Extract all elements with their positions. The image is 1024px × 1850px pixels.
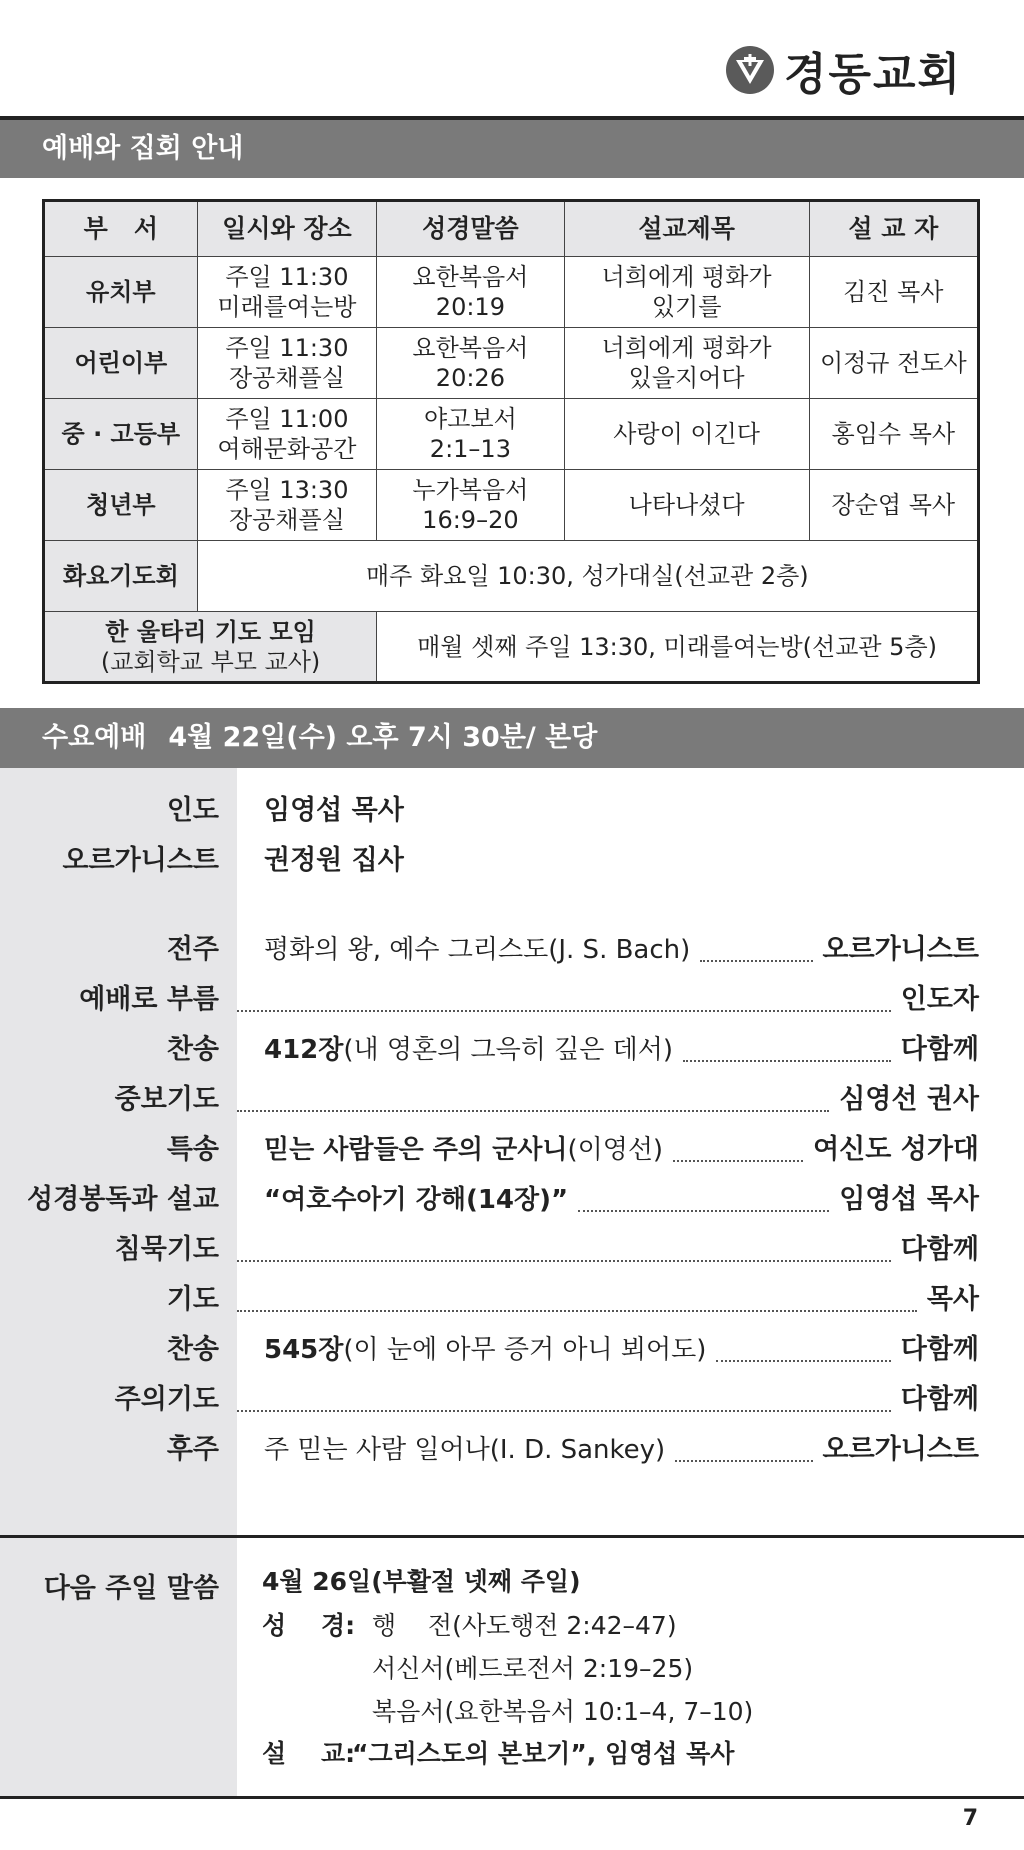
scripture-gospel: 복음서(요한복음서 10:1–4, 7–10): [372, 1697, 754, 1726]
order-text: 평화의 왕, 예수 그리스도(J. S. Bach): [264, 935, 691, 965]
fence-info-cell: 매월 셋째 주일 13:30, 미래를여는방(선교관 5층): [377, 612, 979, 683]
order-item: [0, 1430, 1024, 1470]
church-name: 경동교회: [783, 49, 962, 100]
table-row: [44, 328, 979, 399]
order-label: 침묵기도: [114, 1234, 219, 1265]
dept-cell: 어린이부: [44, 328, 198, 399]
col-header-scripture: 성경말씀: [377, 201, 564, 257]
order-person: 목사: [926, 1284, 979, 1315]
order-text: “여호수아기 강해(14장)”: [264, 1185, 569, 1215]
table-row: [44, 470, 979, 541]
organist-row: [0, 841, 1024, 881]
scripture-cell: 누가복음서 16:9–20: [377, 470, 564, 541]
order-of-worship: [0, 768, 1024, 1535]
order-person: 오르가니스트: [822, 1434, 979, 1465]
sermon-title: “그리스도의 본보기”, 임영섭 목사: [352, 1739, 735, 1768]
order-text: 545장(이 눈에 아무 증거 아니 뵈어도): [264, 1335, 707, 1365]
order-item: [0, 1130, 1024, 1170]
order-text: 주 믿는 사람 일어나(I. D. Sankey): [264, 1435, 666, 1465]
col-header-dept: 부 서: [44, 201, 198, 257]
order-item: [0, 1230, 1024, 1270]
order-label: 성경봉독과 설교: [27, 1184, 219, 1215]
scripture-acts: 행 전(사도행전 2:42–47): [372, 1611, 677, 1640]
dept-cell: 중 · 고등부: [44, 399, 198, 470]
dept-cell: 화요기도회: [44, 541, 198, 612]
page-header: [0, 0, 1024, 117]
scripture-cell: 요한복음서 20:26: [377, 328, 564, 399]
order-item: [0, 980, 1024, 1020]
leader-name: 임영섭 목사: [264, 795, 404, 826]
order-label: 특송: [166, 1134, 219, 1165]
order-label: 찬송: [166, 1034, 219, 1065]
order-item: [0, 1080, 1024, 1120]
order-label: 후주: [166, 1434, 219, 1465]
order-person: 다함께: [900, 1034, 979, 1065]
order-person: 다함께: [900, 1334, 979, 1365]
order-text: 믿는 사람들은 주의 군사니(이영선): [264, 1135, 664, 1165]
schedule-table: [42, 199, 980, 684]
next-sunday-date: 4월 26일(부활절 넷째 주일): [262, 1567, 581, 1596]
page-number: 7: [962, 1806, 978, 1831]
order-label: 기도: [166, 1284, 219, 1315]
next-sunday-section: [0, 1538, 1024, 1796]
dept-cell: 한 울타리 기도 모임 (교회학교 부모 교사): [44, 612, 377, 683]
dept-cell: 유치부: [44, 257, 198, 328]
footer-rule: [0, 1796, 1024, 1799]
time-place-cell: 주일 11:00 여해문화공간: [197, 399, 377, 470]
sermon-label: 설 교:: [262, 1739, 356, 1768]
order-label: 찬송: [166, 1334, 219, 1365]
order-person: 오르가니스트: [822, 934, 979, 965]
order-label: 주의기도: [114, 1384, 219, 1415]
order-item: [0, 1380, 1024, 1420]
table-row-fence: [44, 612, 979, 683]
dept-cell: 청년부: [44, 470, 198, 541]
time-place-cell: 주일 13:30 장공채플실: [197, 470, 377, 541]
order-item: [0, 1330, 1024, 1370]
table-row-tuesday: [44, 541, 979, 612]
wednesday-date: 4월 22일(수) 오후 7시 30분/ 본당: [168, 722, 598, 753]
order-item: [0, 1030, 1024, 1070]
preacher-cell: 이정규 전도사: [809, 328, 978, 399]
order-person: 여신도 성가대: [813, 1134, 979, 1165]
col-header-sermon-title: 설교제목: [564, 201, 809, 257]
section-title-services: 예배와 집회 안내: [0, 120, 1024, 178]
table-row: [44, 399, 979, 470]
leader-row: [0, 791, 1024, 831]
order-label: 전주: [166, 934, 219, 965]
time-place-cell: 주일 11:30 장공채플실: [197, 328, 377, 399]
preacher-cell: 장순엽 목사: [809, 470, 978, 541]
church-emblem-icon: [726, 46, 774, 94]
table-header-row: [44, 201, 979, 257]
table-row: [44, 257, 979, 328]
order-label: 예배로 부름: [79, 984, 219, 1015]
order-person: 다함께: [900, 1384, 979, 1415]
scripture-cell: 야고보서 2:1–13: [377, 399, 564, 470]
col-header-time-place: 일시와 장소: [197, 201, 377, 257]
scripture-epistle: 서신서(베드로전서 2:19–25): [372, 1654, 694, 1683]
section-title-wednesday: [0, 708, 1024, 768]
next-sunday-label: 다음 주일 말씀: [43, 1573, 219, 1604]
order-item: [0, 1180, 1024, 1220]
order-person: 인도자: [900, 984, 979, 1015]
order-label: 중보기도: [114, 1084, 219, 1115]
preacher-cell: 홍임수 목사: [809, 399, 978, 470]
sermon-title-cell: 너희에게 평화가 있기를: [564, 257, 809, 328]
order-item: [0, 930, 1024, 970]
scripture-label: 성 경:: [262, 1611, 356, 1640]
wednesday-title: 수요예배: [42, 722, 147, 753]
order-person: 다함께: [900, 1234, 979, 1265]
sermon-title-cell: 너희에게 평화가 있을지어다: [564, 328, 809, 399]
order-person: 임영섭 목사: [839, 1184, 979, 1215]
order-item: [0, 1280, 1024, 1320]
preacher-cell: 김진 목사: [809, 257, 978, 328]
order-text: 412장(내 영혼의 그윽히 깊은 데서): [264, 1035, 674, 1065]
order-person: 심영선 권사: [839, 1084, 979, 1115]
sermon-title-cell: 사랑이 이긴다: [564, 399, 809, 470]
time-place-cell: 주일 11:30 미래를여는방: [197, 257, 377, 328]
church-logo: [726, 38, 962, 102]
organist-name: 권정원 집사: [264, 845, 404, 876]
organist-label: 오르가니스트: [62, 845, 219, 876]
sermon-title-cell: 나타나셨다: [564, 470, 809, 541]
scripture-cell: 요한복음서 20:19: [377, 257, 564, 328]
tuesday-info-cell: 매주 화요일 10:30, 성가대실(선교관 2층): [197, 541, 978, 612]
leader-label: 인도: [166, 795, 219, 826]
col-header-preacher: 설 교 자: [809, 201, 978, 257]
